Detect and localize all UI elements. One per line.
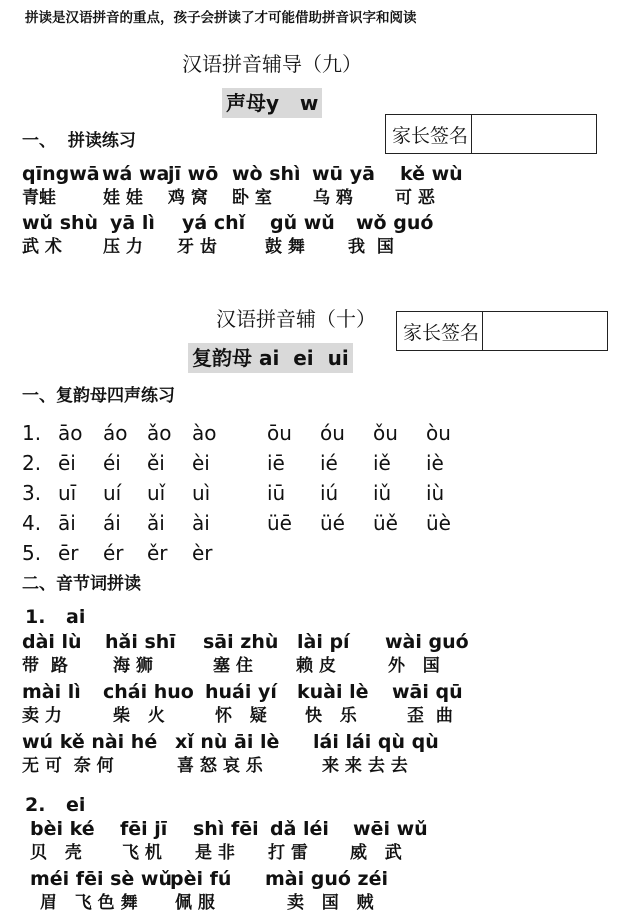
- group-label: ai: [66, 606, 86, 628]
- parent-signature-field[interactable]: [472, 115, 596, 153]
- tone-syllable: ái: [103, 511, 121, 535]
- tone-syllable: ǎi: [147, 511, 165, 535]
- parent-signature-label: 家长签名: [397, 312, 483, 350]
- tone-syllable: iū: [267, 481, 286, 505]
- pinyin-word: qīngwā: [22, 163, 100, 185]
- hanzi-word: 压 力: [103, 237, 143, 257]
- hanzi-word: 歪 曲: [407, 706, 453, 726]
- hanzi-word: 威 武: [350, 843, 402, 863]
- pinyin-word: lái lái qù qù: [313, 731, 439, 753]
- hanzi-word: 卖 国 贼: [287, 893, 374, 913]
- lesson9-section1: 一、 拼读练习: [22, 131, 136, 151]
- tone-syllable: ài: [192, 511, 210, 535]
- pinyin-word: wá wa: [102, 163, 170, 185]
- pinyin-word: kuài lè: [297, 681, 369, 703]
- pinyin-word: wú kě nài hé: [22, 731, 158, 753]
- tone-row-number: 2.: [22, 451, 42, 475]
- hanzi-word: 海 狮: [113, 656, 153, 676]
- tone-syllable: üè: [426, 511, 451, 535]
- hanzi-word: 无 可 奈 何: [22, 756, 114, 776]
- pinyin-word: xǐ nù āi lè: [175, 731, 280, 753]
- tone-syllable: iè: [426, 451, 444, 475]
- tone-syllable: iǔ: [373, 481, 392, 505]
- lesson9-subtitle: 声母y w: [222, 88, 322, 118]
- hanzi-word: 武 术: [22, 237, 62, 257]
- pinyin-word: mài lì: [22, 681, 81, 703]
- tone-syllable: òu: [426, 421, 451, 445]
- tone-syllable: ǒu: [373, 421, 398, 445]
- pinyin-word: lài pí: [297, 631, 350, 653]
- tone-syllable: ǎo: [147, 421, 172, 445]
- pinyin-word: sāi zhù: [203, 631, 279, 653]
- tone-row-number: 1.: [22, 421, 42, 445]
- pinyin-word: wò shì: [232, 163, 301, 185]
- pinyin-word: yá chǐ: [182, 212, 246, 234]
- pinyin-word: wū yā: [312, 163, 375, 185]
- pinyin-word: mài guó zéi: [265, 868, 388, 890]
- tone-syllable: uì: [192, 481, 211, 505]
- pinyin-word: wāi qū: [392, 681, 463, 703]
- lesson9-title: 汉语拼音辅导（九）: [182, 52, 362, 76]
- tone-syllable: ēi: [58, 451, 76, 475]
- hanzi-word: 我 国: [348, 237, 394, 257]
- hanzi-word: 赖 皮: [296, 656, 336, 676]
- tone-syllable: iú: [320, 481, 339, 505]
- hanzi-word: 来 来 去 去: [322, 756, 408, 776]
- tone-syllable: uī: [58, 481, 77, 505]
- group-number: 1.: [25, 606, 46, 628]
- hanzi-word: 卖 力: [22, 706, 62, 726]
- pinyin-word: wǔ shù: [22, 212, 99, 234]
- lesson10-title: 汉语拼音辅（十）: [216, 307, 376, 331]
- hanzi-word: 飞 机: [122, 843, 162, 863]
- tone-syllable: óu: [320, 421, 345, 445]
- hanzi-word: 鸡 窝: [168, 188, 208, 208]
- hanzi-word: 牙 齿: [177, 237, 217, 257]
- tone-syllable: iù: [426, 481, 445, 505]
- hanzi-word: 青蛙: [22, 188, 56, 208]
- tone-syllable: iē: [267, 451, 285, 475]
- tone-syllable: ēr: [58, 541, 79, 565]
- pinyin-word: hǎi shī: [105, 631, 176, 653]
- lesson10-subtitle: 复韵母 ai ei ui: [188, 343, 353, 373]
- tone-syllable: éi: [103, 451, 121, 475]
- pinyin-word: jī wō: [168, 163, 219, 185]
- pinyin-word: huái yí: [205, 681, 277, 703]
- tone-syllable: áo: [103, 421, 128, 445]
- tone-syllable: èr: [192, 541, 213, 565]
- pinyin-word: fēi jī: [120, 818, 168, 840]
- tone-syllable: ér: [103, 541, 124, 565]
- pinyin-word: wǒ guó: [356, 212, 434, 234]
- tone-syllable: ěr: [147, 541, 168, 565]
- hanzi-word: 佩 服: [175, 893, 215, 913]
- pinyin-word: kě wù: [400, 163, 463, 185]
- tone-row-number: 4.: [22, 511, 42, 535]
- hanzi-word: 带 路: [22, 656, 68, 676]
- tone-syllable: āi: [58, 511, 76, 535]
- group-number: 2.: [25, 794, 46, 816]
- tone-syllable: āo: [58, 421, 83, 445]
- hanzi-word: 娃 娃: [103, 188, 143, 208]
- tone-syllable: ié: [320, 451, 338, 475]
- hanzi-word: 塞 住: [213, 656, 253, 676]
- hanzi-word: 贝 壳: [30, 843, 82, 863]
- hanzi-word: 外 国: [388, 656, 440, 676]
- hanzi-word: 打 雷: [268, 843, 308, 863]
- hanzi-word: 眉 飞 色 舞: [40, 893, 138, 913]
- pinyin-word: méi fēi sè wǔ: [30, 868, 172, 890]
- tone-row-number: 5.: [22, 541, 42, 565]
- pinyin-word: yā lì: [110, 212, 155, 234]
- pinyin-word: chái huo: [103, 681, 194, 703]
- tone-row-number: 3.: [22, 481, 42, 505]
- lesson10-section1: 一、复韵母四声练习: [22, 386, 175, 406]
- parent-signature-field[interactable]: [483, 312, 607, 350]
- hanzi-word: 怀 疑: [215, 706, 267, 726]
- parent-signature-box-9[interactable]: [385, 114, 597, 154]
- tone-syllable: ào: [192, 421, 217, 445]
- tone-syllable: uǐ: [147, 481, 166, 505]
- pinyin-word: shì fēi: [193, 818, 259, 840]
- tone-syllable: iě: [373, 451, 391, 475]
- pinyin-word: wài guó: [385, 631, 469, 653]
- hanzi-word: 是 非: [195, 843, 235, 863]
- hanzi-word: 卧 室: [232, 188, 272, 208]
- hanzi-word: 可 恶: [395, 188, 435, 208]
- hanzi-word: 喜 怒 哀 乐: [177, 756, 263, 776]
- tone-syllable: uí: [103, 481, 122, 505]
- hanzi-word: 柴 火: [113, 706, 165, 726]
- hanzi-word: 乌 鸦: [313, 188, 353, 208]
- tone-syllable: èi: [192, 451, 210, 475]
- pinyin-word: gǔ wǔ: [270, 212, 335, 234]
- tone-syllable: üé: [320, 511, 345, 535]
- tone-syllable: üē: [267, 511, 292, 535]
- pinyin-word: bèi ké: [30, 818, 95, 840]
- tone-syllable: üě: [373, 511, 398, 535]
- tone-syllable: ěi: [147, 451, 165, 475]
- pinyin-word: dài lù: [22, 631, 82, 653]
- hanzi-word: 鼓 舞: [265, 237, 305, 257]
- pinyin-word: dǎ léi: [270, 818, 329, 840]
- group-label: ei: [66, 794, 86, 816]
- tone-syllable: ōu: [267, 421, 292, 445]
- lesson10-section2: 二、音节词拼读: [22, 574, 141, 594]
- pinyin-word: pèi fú: [170, 868, 232, 890]
- pinyin-word: wēi wǔ: [353, 818, 428, 840]
- parent-signature-box-10[interactable]: [396, 311, 608, 351]
- hanzi-word: 快 乐: [305, 706, 357, 726]
- parent-signature-label: 家长签名: [386, 115, 472, 153]
- top-note: 拼读是汉语拼音的重点，孩子会拼读了才可能借助拼音识字和阅读: [25, 10, 417, 26]
